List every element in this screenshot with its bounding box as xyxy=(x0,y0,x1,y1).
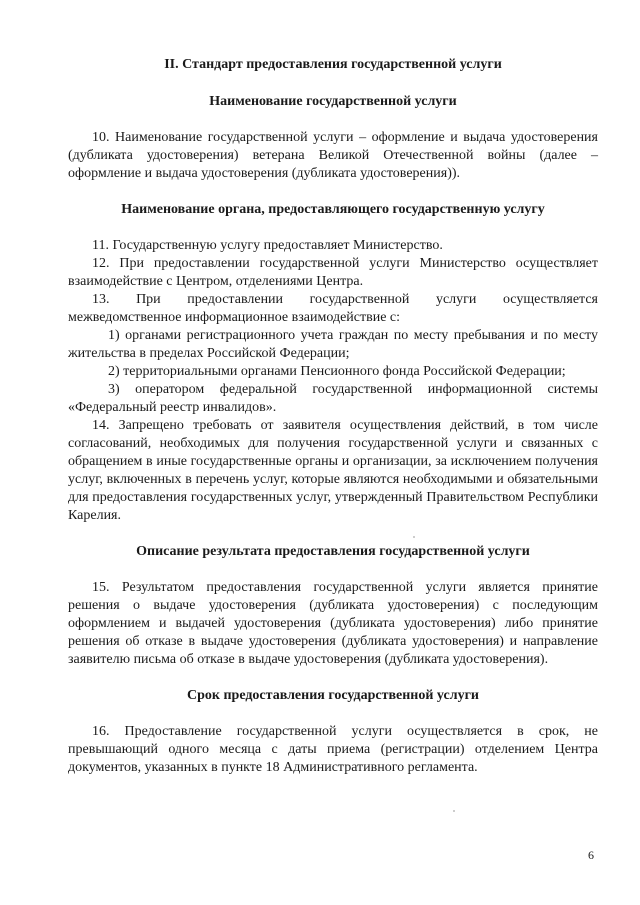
paragraph-10: 10. Наименование государственной услуги – оформление и выдача удостоверения (дубликата удостоверения) ветерана Великой Отечественной войны (далее – оформление и выдача удостоверения (дубликата удостоверения)). xyxy=(68,130,598,181)
paragraph-11: 11. Государственную услугу предоставляет Министерство. xyxy=(92,238,443,253)
section-service-name xyxy=(68,93,598,183)
paragraph-15: 15. Результатом предоставления государственной услуги является принятие решения о выдаче удостоверения (дубликата удостоверения) с последующим оформлением и выдачей удостоверения (дубликата удостоверения) либо принятие решения об отказе в выдаче удостоверения (дубликата удостоверения) и направление заявителю письма об отказе в выдаче удостоверения (дубликата удостоверения). xyxy=(68,580,598,667)
paragraph-13-item-2: 2) территориальными органами Пенсионного фонда Российской Федерации; xyxy=(108,364,566,379)
section-term xyxy=(68,687,598,777)
section-authority xyxy=(68,201,598,525)
scan-speck xyxy=(453,810,455,812)
heading-service-name: Наименование государственной услуги xyxy=(209,94,457,109)
paragraph-13: 13. При предоставлении государственной услуги осуществляется межведомственное информационное взаимодействие с: xyxy=(68,292,598,325)
paragraph-12: 12. При предоставлении государственной услуги Министерство осуществляет взаимодействие с Центром, отделениями Центра. xyxy=(68,256,598,289)
heading-term: Срок предоставления государственной услуги xyxy=(187,688,479,703)
paragraph-16: 16. Предоставление государственной услуги осуществляется в срок, не превышающий одного месяца с даты приема (регистрации) отделением Центра документов, указанных в пункте 18 Административного регламента. xyxy=(68,724,598,775)
paragraph-14: 14. Запрещено требовать от заявителя осуществления действий, в том числе согласований, необходимых для получения государственной услуги и связанных с обращением в иные государственные органы и организации, за исключением получения услуг, включенных в перечень услуг, которые являются необходимыми и обязательными для предоставления государственных услуг, утвержденный Правительством Республики Карелия. xyxy=(68,418,598,523)
document-body xyxy=(68,56,598,795)
page-number: 6 xyxy=(588,848,594,862)
heading-result: Описание результата предоставления государственной услуги xyxy=(136,544,530,559)
paragraph-13-item-3: 3) оператором федеральной государственной информационной системы «Федеральный реестр инвалидов». xyxy=(68,382,598,415)
section-result xyxy=(68,543,598,669)
paragraph-13-item-1: 1) органами регистрационного учета граждан по месту пребывания и по месту жительства в пределах Российской Федерации; xyxy=(68,328,598,361)
heading-authority: Наименование органа, предоставляющего государственную услугу xyxy=(121,202,545,217)
scan-speck xyxy=(413,536,415,538)
section-title: II. Стандарт предоставления государственной услуги xyxy=(164,57,502,72)
